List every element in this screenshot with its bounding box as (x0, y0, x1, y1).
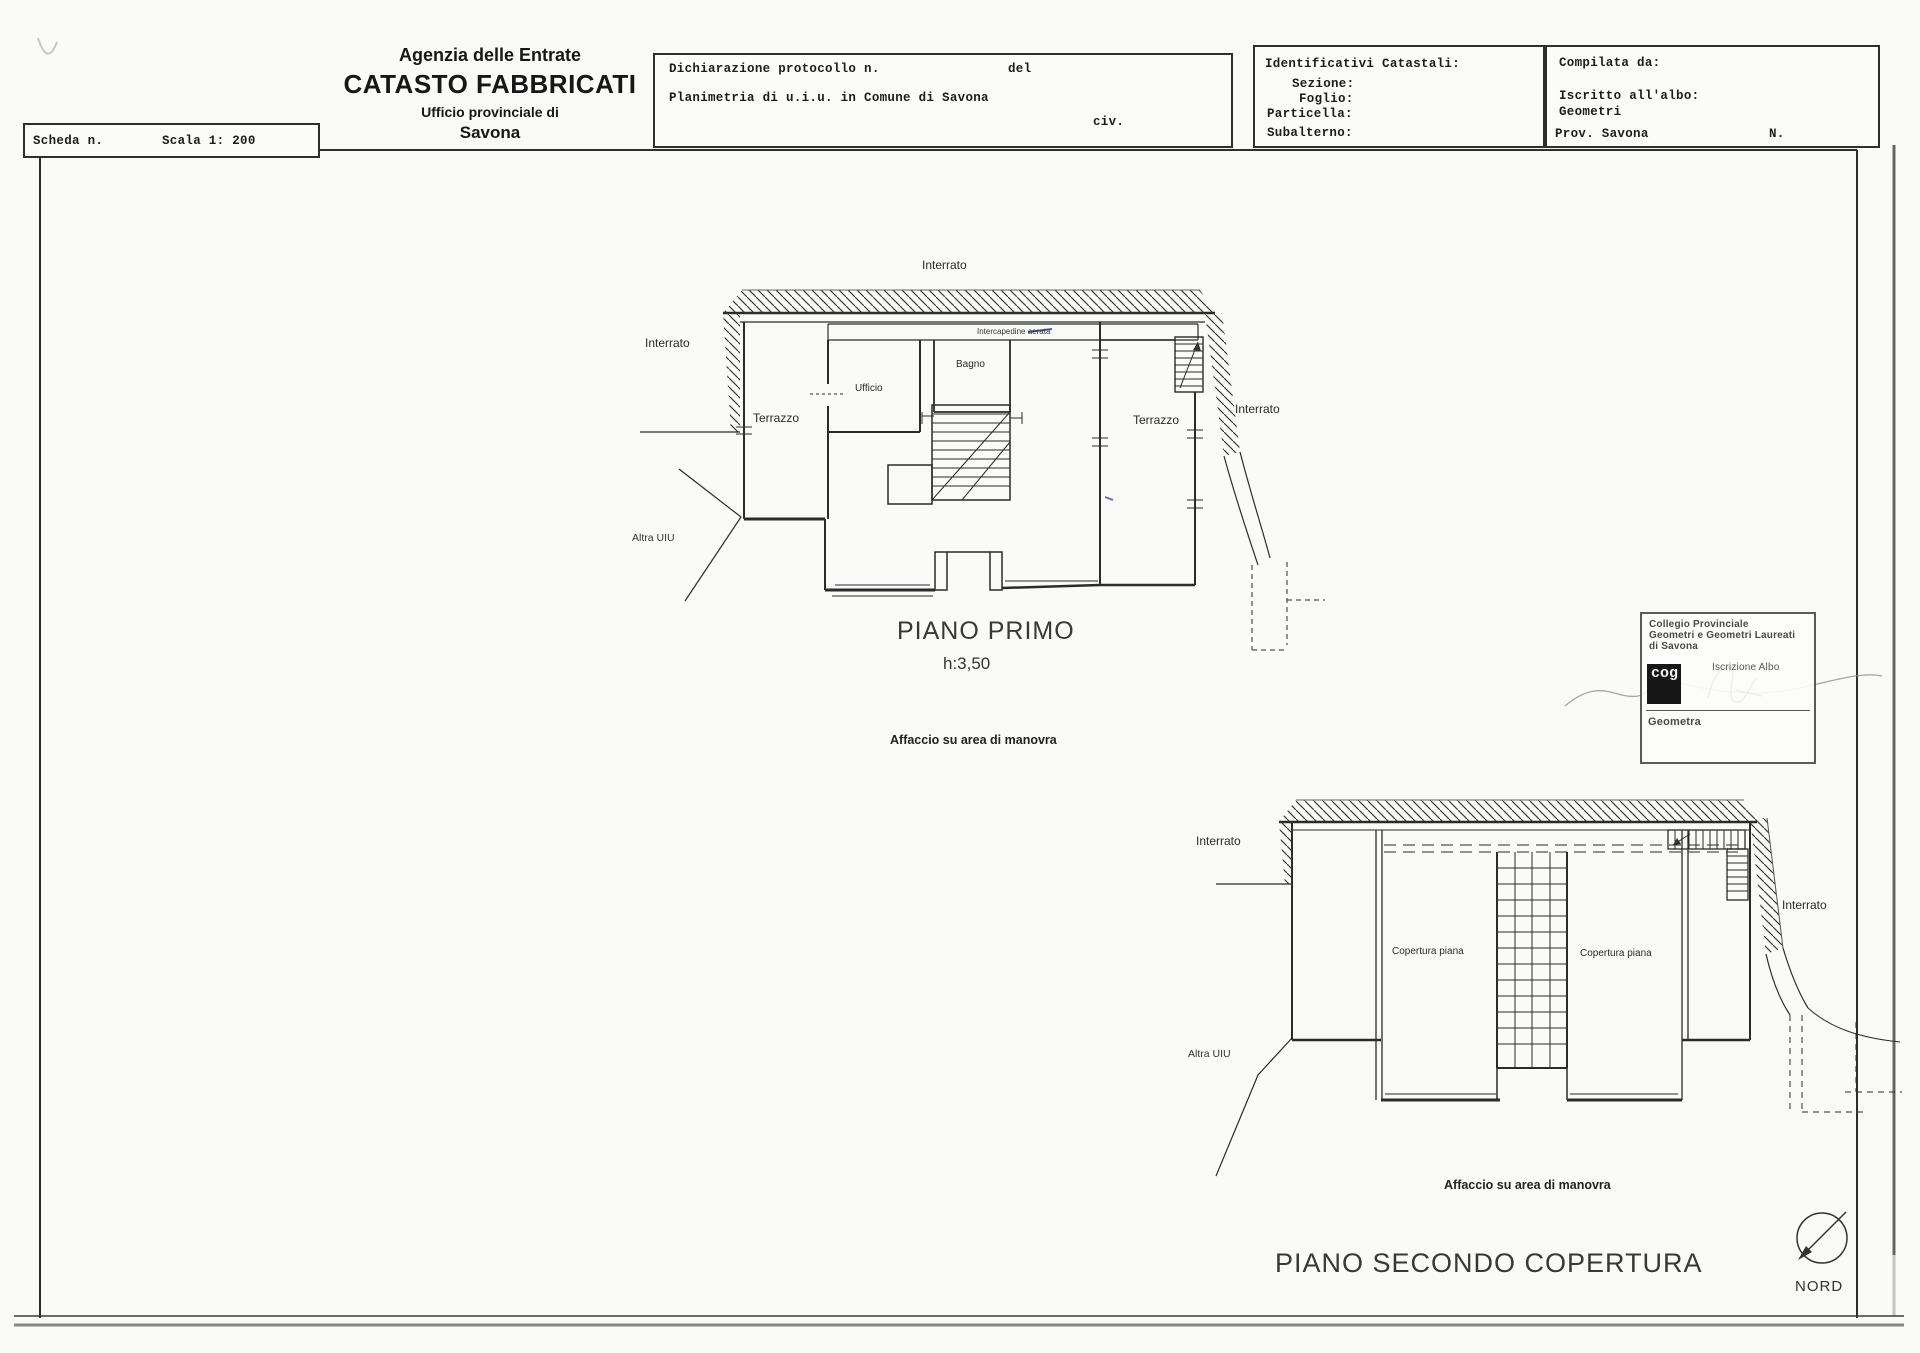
plan1-bagno: Bagno (956, 359, 985, 370)
plan2-interrato-right: Interrato (1782, 898, 1827, 912)
catastali-box (1253, 45, 1545, 148)
compilata-albo: Geometri (1559, 105, 1622, 119)
plan2-title: PIANO SECONDO COPERTURA (1275, 1248, 1703, 1278)
plan1-interrato-top: Interrato (922, 258, 967, 272)
plan1-ufficio: Ufficio (855, 383, 883, 394)
collegio-geometri-logo: cog (1647, 664, 1681, 704)
north-compass-icon (1797, 1212, 1847, 1263)
stamp-geometra: Geometra (1648, 716, 1701, 728)
plan2-walls (1216, 800, 1902, 1176)
catastali-sezione: Sezione: (1292, 77, 1355, 91)
scan-scratch (38, 38, 57, 54)
scheda-box (23, 123, 320, 158)
agency-line1: Agenzia delle Entrate (398, 45, 582, 65)
stamp-divider (1646, 710, 1810, 711)
plan2-altra-uiu: Altra UIU (1188, 1048, 1231, 1060)
plan1-height-note: h:3,50 (943, 654, 991, 673)
plan1-altra-uiu: Altra UIU (632, 532, 675, 544)
scala-label: Scala 1: 200 (162, 134, 256, 148)
plan2-interrato-left: Interrato (1196, 834, 1241, 848)
compilata-n: N. (1769, 127, 1785, 141)
compilata-iscritto: Iscritto all'albo: (1559, 89, 1700, 103)
agency-header (310, 45, 670, 143)
stamp-line1: Collegio Provinciale (1649, 619, 1749, 630)
pen-mark (1105, 497, 1113, 500)
protocol-del: del (1008, 62, 1032, 76)
catastali-subalterno: Subalterno: (1267, 126, 1353, 140)
plan1-walls (640, 290, 1325, 650)
plan1-interrato-left: Interrato (645, 336, 690, 350)
plan1-terrazzo-left: Terrazzo (753, 411, 800, 425)
stamp-iscrizione: Iscrizione Albo (1712, 662, 1780, 673)
compilata-prov: Prov. Savona (1555, 127, 1649, 141)
protocol-civ: civ. (1093, 115, 1125, 129)
compilata-title: Compilata da: (1559, 56, 1661, 70)
catastali-foglio: Foglio: (1299, 92, 1354, 106)
stamp-line3: di Savona (1649, 641, 1699, 652)
plan1-terrazzo-right: Terrazzo (1133, 413, 1180, 427)
catastali-title: Identificativi Catastali: (1265, 57, 1461, 71)
protocol-line1: Dichiarazione protocollo n. (669, 62, 880, 76)
protocol-line2: Planimetria di u.i.u. in Comune di Savona (669, 91, 989, 105)
compilata-box (1545, 45, 1880, 148)
compass-label: NORD (1795, 1278, 1844, 1295)
catastali-particella: Particella: (1267, 107, 1353, 121)
agency-line4: Savona (459, 123, 521, 142)
plan1-affaccio: Affaccio su area di manovra (890, 733, 1057, 747)
plan2-affaccio: Affaccio su area di manovra (1444, 1178, 1611, 1192)
plan1-interrato-right: Interrato (1235, 402, 1280, 416)
agency-line3: Ufficio provinciale di (421, 104, 559, 120)
scheda-label: Scheda n. (33, 134, 104, 148)
protocol-box (653, 53, 1233, 148)
geometri-stamp (1640, 612, 1816, 764)
stamp-line2: Geometri e Geometri Laureati (1649, 630, 1796, 641)
plan1-intercapedine: Intercapedine aerata (977, 327, 1051, 336)
plan2-copertura-right: Copertura piana (1580, 948, 1652, 959)
agency-line2: CATASTO FABBRICATI (343, 69, 637, 99)
plan1-title: PIANO PRIMO (897, 617, 1075, 645)
plan2-copertura-left: Copertura piana (1392, 946, 1464, 957)
